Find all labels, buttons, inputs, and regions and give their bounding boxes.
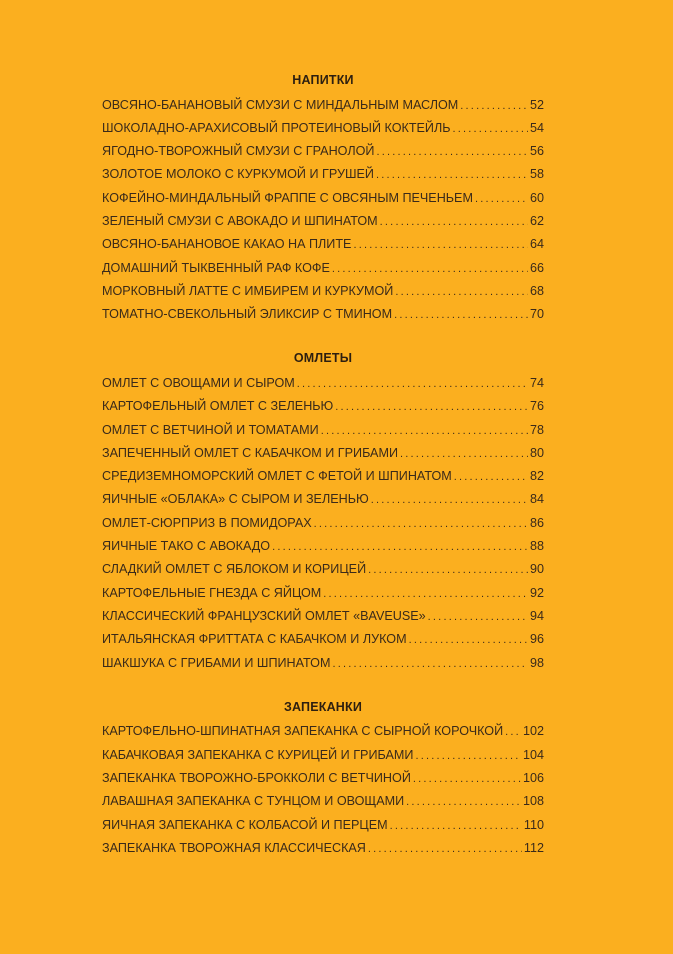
entry-page-number: 110: [523, 817, 544, 832]
toc-entry[interactable]: [102, 442, 544, 465]
entry-title: ЗАПЕЧЕННЫЙ ОМЛЕТ С КАБАЧКОМ И ГРИБАМИ: [102, 445, 399, 460]
toc-entry[interactable]: [102, 303, 544, 326]
entry-title: КАРТОФЕЛЬНЫЕ ГНЕЗДА С ЯЙЦОМ: [102, 585, 322, 600]
toc-entry[interactable]: [102, 140, 544, 163]
toc-entry[interactable]: [102, 512, 544, 535]
leader-dots: [353, 234, 528, 256]
leader-dots: [371, 489, 528, 511]
leader-dots: [394, 304, 528, 326]
toc-entry[interactable]: [102, 210, 544, 233]
entry-title: ОМЛЕТ С ОВОЩАМИ И СЫРОМ: [102, 375, 295, 390]
toc-entry[interactable]: [102, 790, 544, 813]
entry-title: КОФЕЙНО-МИНДАЛЬНЫЙ ФРАППЕ С ОВСЯНЫМ ПЕЧЕНЬЕМ: [102, 190, 473, 205]
entry-title: КАРТОФЕЛЬНО-ШПИНАТНАЯ ЗАПЕКАНКА С СЫРНОЙ КОРОЧКОЙ: [102, 724, 504, 739]
entry-page-number: 94: [529, 608, 544, 623]
entry-title: ЗАПЕКАНКА ТВОРОЖНО-БРОККОЛИ С ВЕТЧИНОЙ: [102, 770, 411, 785]
entry-title: ОВСЯНО-БАНАНОВОЕ КАКАО НА ПЛИТЕ: [102, 237, 352, 252]
toc-section-casseroles: [102, 697, 544, 860]
entry-title: ОМЛЕТ-СЮРПРИЗ В ПОМИДОРАХ: [102, 515, 312, 530]
section-title: НАПИТКИ: [292, 73, 354, 87]
leader-dots: [335, 396, 528, 418]
leader-dots: [409, 629, 528, 651]
leader-dots: [314, 513, 528, 535]
section-spacer: [102, 326, 544, 348]
toc-entry[interactable]: [102, 94, 544, 117]
entry-page-number: 64: [529, 237, 544, 252]
toc-entry[interactable]: [102, 558, 544, 581]
section-title: ЗАПЕКАНКИ: [283, 699, 363, 714]
leader-dots: [368, 559, 528, 581]
toc-entry[interactable]: [102, 372, 544, 395]
entry-title: СЛАДКИЙ ОМЛЕТ С ЯБЛОКОМ И КОРИЦЕЙ: [102, 562, 367, 577]
leader-dots: [395, 281, 528, 303]
leader-dots: [475, 188, 528, 210]
leader-dots: [380, 211, 528, 233]
toc-section-drinks: [102, 70, 544, 326]
toc-entry[interactable]: [102, 117, 544, 140]
entry-page-number: 82: [529, 469, 544, 484]
toc-entry[interactable]: [102, 628, 544, 651]
leader-dots: [321, 420, 528, 442]
entry-page-number: 70: [529, 307, 544, 322]
leader-dots: [272, 536, 528, 558]
toc-entry[interactable]: [102, 837, 544, 860]
leader-dots: [454, 466, 528, 488]
toc-entry[interactable]: [102, 582, 544, 605]
entry-page-number: 62: [529, 213, 544, 228]
entry-page-number: 74: [529, 375, 544, 390]
entry-page-number: 86: [529, 515, 544, 530]
entry-page-number: 60: [529, 190, 544, 205]
entry-page-number: 106: [522, 770, 544, 785]
entry-page-number: 80: [529, 445, 544, 460]
leader-dots: [376, 141, 528, 163]
toc-entry[interactable]: [102, 187, 544, 210]
leader-dots: [460, 95, 528, 117]
entry-page-number: 66: [529, 260, 544, 275]
entry-page-number: 68: [529, 283, 544, 298]
entry-title: КЛАССИЧЕСКИЙ ФРАНЦУЗСКИЙ ОМЛЕТ «BAVEUSE»: [102, 608, 426, 623]
toc-entry[interactable]: [102, 257, 544, 280]
leader-dots: [428, 606, 528, 628]
entry-title: СРЕДИЗЕМНОМОРСКИЙ ОМЛЕТ С ФЕТОЙ И ШПИНАТОМ: [102, 469, 452, 484]
leader-dots: [406, 791, 521, 813]
toc-entry[interactable]: [102, 419, 544, 442]
leader-dots: [400, 443, 528, 465]
entry-page-number: 84: [529, 492, 544, 507]
entry-title: КАБАЧКОВАЯ ЗАПЕКАНКА С КУРИЦЕЙ И ГРИБАМИ: [102, 747, 414, 762]
leader-dots: [376, 164, 528, 186]
entry-page-number: 56: [529, 144, 544, 159]
toc-entry[interactable]: [102, 465, 544, 488]
entry-title: ЗАПЕКАНКА ТВОРОЖНАЯ КЛАССИЧЕСКАЯ: [102, 840, 366, 855]
section-spacer: [102, 675, 544, 697]
entry-title: ЗЕЛЕНЫЙ СМУЗИ С АВОКАДО И ШПИНАТОМ: [102, 213, 378, 228]
toc-entry[interactable]: [102, 767, 544, 790]
entry-page-number: 98: [529, 655, 544, 670]
entry-title: ЯИЧНАЯ ЗАПЕКАНКА С КОЛБАСОЙ И ПЕРЦЕМ: [102, 817, 388, 832]
entry-title: ТОМАТНО-СВЕКОЛЬНЫЙ ЭЛИКСИР С ТМИНОМ: [102, 307, 393, 322]
entry-title: ЯИЧНЫЕ «ОБЛАКА» С СЫРОМ И ЗЕЛЕНЬЮ: [102, 492, 369, 507]
leader-dots: [368, 838, 522, 860]
entry-page-number: 112: [523, 840, 544, 855]
leader-dots: [413, 768, 521, 790]
entry-page-number: 108: [522, 794, 544, 809]
toc-entry[interactable]: [102, 605, 544, 628]
entry-title: ЛАВАШНАЯ ЗАПЕКАНКА С ТУНЦОМ И ОВОЩАМИ: [102, 794, 405, 809]
entry-page-number: 90: [529, 562, 544, 577]
entry-title: ЯИЧНЫЕ ТАКО С АВОКАДО: [102, 539, 271, 554]
entry-title: МОРКОВНЫЙ ЛАТТЕ С ИМБИРЕМ И КУРКУМОЙ: [102, 283, 394, 298]
entry-title: ШАКШУКА С ГРИБАМИ И ШПИНАТОМ: [102, 655, 331, 670]
entry-title: ИТАЛЬЯНСКАЯ ФРИТТАТА С КАБАЧКОМ И ЛУКОМ: [102, 632, 407, 647]
leader-dots: [505, 721, 521, 743]
leader-dots: [297, 373, 528, 395]
entry-page-number: 88: [529, 539, 544, 554]
entry-title: ОМЛЕТ С ВЕТЧИНОЙ И ТОМАТАМИ: [102, 422, 319, 437]
entry-page-number: 78: [529, 422, 544, 437]
entry-page-number: 102: [522, 724, 544, 739]
leader-dots: [323, 583, 528, 605]
toc-entry[interactable]: [102, 488, 544, 511]
leader-dots: [332, 653, 528, 675]
entry-page-number: 76: [529, 399, 544, 414]
toc-entry[interactable]: [102, 535, 544, 558]
section-title: ОМЛЕТЫ: [293, 351, 353, 366]
toc-entry[interactable]: [102, 744, 544, 767]
entry-title: ЗОЛОТОЕ МОЛОКО С КУРКУМОЙ И ГРУШЕЙ: [102, 167, 374, 182]
leader-dots: [332, 258, 528, 280]
toc-entry[interactable]: [102, 280, 544, 303]
entry-title: ДОМАШНИЙ ТЫКВЕННЫЙ РАФ КОФЕ: [102, 260, 330, 275]
toc-section-omelets: [102, 348, 544, 674]
toc-entry[interactable]: [102, 652, 544, 675]
entry-page-number: 58: [529, 167, 544, 182]
toc-entry[interactable]: [102, 720, 544, 743]
toc-entry[interactable]: [102, 814, 544, 837]
leader-dots: [453, 118, 528, 140]
entry-page-number: 104: [522, 747, 544, 762]
toc-entry[interactable]: [102, 395, 544, 418]
entry-title: ЯГОДНО-ТВОРОЖНЫЙ СМУЗИ С ГРАНОЛОЙ: [102, 144, 375, 159]
entry-page-number: 96: [529, 632, 544, 647]
toc-entry[interactable]: [102, 163, 544, 186]
entry-title: ОВСЯНО-БАНАНОВЫЙ СМУЗИ С МИНДАЛЬНЫМ МАСЛОМ: [102, 97, 459, 112]
entry-title: КАРТОФЕЛЬНЫЙ ОМЛЕТ С ЗЕЛЕНЬЮ: [102, 399, 334, 414]
leader-dots: [390, 815, 522, 837]
entry-page-number: 92: [529, 585, 544, 600]
toc-entry[interactable]: [102, 233, 544, 256]
leader-dots: [415, 745, 521, 767]
entry-page-number: 52: [529, 97, 544, 112]
entry-page-number: 54: [529, 120, 544, 135]
entry-title: ШОКОЛАДНО-АРАХИСОВЫЙ ПРОТЕИНОВЫЙ КОКТЕЙЛЬ: [102, 120, 451, 135]
table-of-contents: [102, 70, 544, 860]
